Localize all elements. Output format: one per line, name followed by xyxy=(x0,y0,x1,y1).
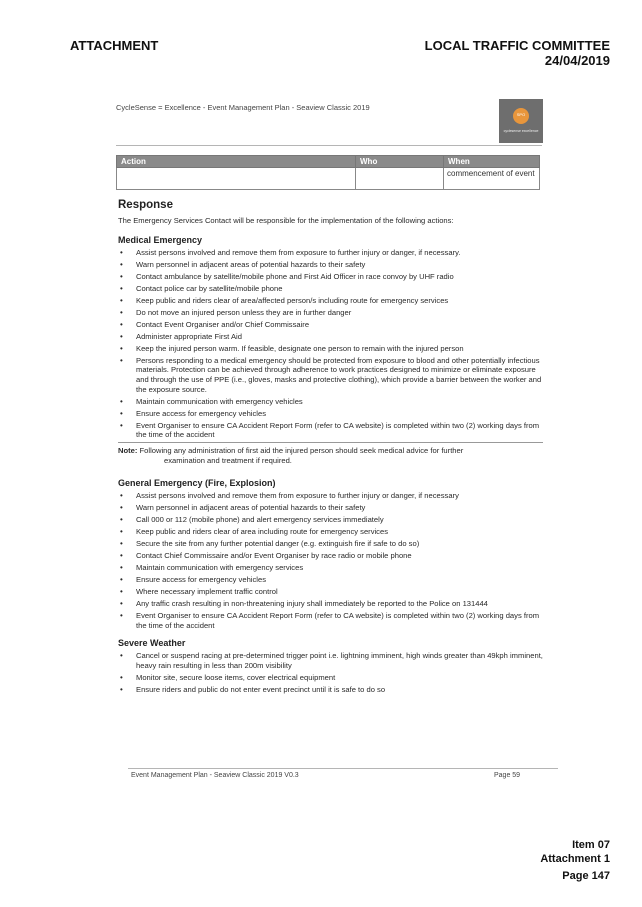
list-item: • Do not move an injured person unless they are in further danger xyxy=(118,308,543,318)
general-emergency-section xyxy=(118,478,543,630)
list-item: • Keep public and riders clear of area including route for emergency services xyxy=(118,527,543,537)
action-table xyxy=(116,155,540,190)
table-header-action: Action xyxy=(117,156,356,168)
first-aid-note xyxy=(118,442,543,466)
table-cell-when: commencement of event xyxy=(444,168,540,190)
response-heading: Response xyxy=(118,199,173,211)
table-cell-action xyxy=(117,168,356,190)
table-header-when: When xyxy=(444,156,540,168)
list-item: • Assist persons involved and remove them from exposure to further injury or danger, if necessary. xyxy=(118,248,543,258)
table-cell-who xyxy=(356,168,444,190)
medical-emergency-section xyxy=(118,235,543,466)
list-item: • Call 000 or 112 (mobile phone) and alert emergency services immediately xyxy=(118,515,543,525)
attachment-header: ATTACHMENT xyxy=(70,38,159,53)
committee-date: 24/04/2019 xyxy=(544,53,610,68)
list-item: • Contact police car by satellite/mobile phone xyxy=(118,284,543,294)
list-item: • Event Organiser to ensure CA Accident Report Form (refer to CA website) is completed within two (2) working days from the time of the accident xyxy=(118,611,543,630)
list-item: • Administer appropriate First Aid xyxy=(118,332,543,342)
medical-emergency-list xyxy=(118,248,543,440)
attachment-number: Attachment 1 xyxy=(540,853,610,865)
list-item: • Maintain communication with emergency vehicles xyxy=(118,397,543,407)
committee-title: LOCAL TRAFFIC COMMITTEE xyxy=(424,38,610,53)
table-header-who: Who xyxy=(356,156,444,168)
note-label: Note: xyxy=(118,446,138,456)
footer-document-name: Event Management Plan - Seaview Classic 2019 V0.3 xyxy=(131,772,299,779)
table-header-row xyxy=(117,156,540,168)
logo-circle-icon xyxy=(513,108,529,124)
general-emergency-heading: General Emergency (Fire, Explosion) xyxy=(118,478,276,489)
cyclesense-logo xyxy=(499,99,543,143)
list-item: • Monitor site, secure loose items, cover electrical equipment xyxy=(118,673,543,683)
agenda-page-number: Page 147 xyxy=(562,870,610,882)
severe-weather-section xyxy=(118,638,543,694)
list-item: • Ensure riders and public do not enter event precinct until it is safe to do so xyxy=(118,685,543,695)
item-number: Item 07 xyxy=(572,839,610,851)
list-item: • Secure the site from any further potential danger (e.g. extinguish fire if safe to do so) xyxy=(118,539,543,549)
list-item: • Event Organiser to ensure CA Accident Report Form (refer to CA website) is completed within two (2) working days from the time of the accident xyxy=(118,421,543,440)
list-item: • Warn personnel in adjacent areas of potential hazards to their safety xyxy=(118,503,543,513)
list-item: • Contact Chief Commissaire and/or Event Organiser by race radio or mobile phone xyxy=(118,551,543,561)
list-item: • Warn personnel in adjacent areas of potential hazards to their safety xyxy=(118,260,543,270)
table-row xyxy=(117,168,540,190)
list-item: • Maintain communication with emergency services xyxy=(118,563,543,573)
note-text-line1: Following any administration of first aid the injured person should seek medical advice for further xyxy=(139,446,464,456)
item-reference xyxy=(540,838,610,866)
list-item: • Where necessary implement traffic control xyxy=(118,587,543,597)
response-intro: The Emergency Services Contact will be responsible for the implementation of the following actions: xyxy=(118,216,454,225)
logo-caption: cyclesense excellence xyxy=(503,129,539,133)
severe-weather-list xyxy=(118,651,543,694)
logo-circle-text: SPO xyxy=(516,112,526,117)
list-item: • Persons responding to a medical emergency should be protected from exposure to blood and other potentially infectious materials. Protection can be achieved through adherence to work practices designed to minimize or eliminate exposure and through the use of PPE (i.e., gloves, masks and protective clothing), which provide a barrier between the worker and the exposure source. xyxy=(118,356,543,394)
list-item: • Contact Event Organiser and/or Chief Commissaire xyxy=(118,320,543,330)
list-item: • Cancel or suspend racing at pre-determined trigger point i.e. lightning imminent, high winds greater than 49kph imminent, heavy rain resulting in less than 200m visibility xyxy=(118,651,543,670)
list-item: • Keep the injured person warm. If feasible, designate one person to remain with the injured person xyxy=(118,344,543,354)
note-text-line2: examination and treatment if required. xyxy=(164,456,292,466)
list-item: • Contact ambulance by satellite/mobile phone and First Aid Officer in race convoy by UHF radio xyxy=(118,272,543,282)
footer-divider xyxy=(128,768,558,769)
general-emergency-list xyxy=(118,491,543,630)
header-divider xyxy=(116,145,542,146)
list-item: • Any traffic crash resulting in non-threatening injury shall immediately be reported to the Police on 131444 xyxy=(118,599,543,609)
list-item: • Ensure access for emergency vehicles xyxy=(118,575,543,585)
list-item: • Assist persons involved and remove them from exposure to further injury or danger, if necessary xyxy=(118,491,543,501)
document-title: CycleSense = Excellence - Event Management Plan - Seaview Classic 2019 xyxy=(116,103,370,112)
plan-content xyxy=(118,199,543,702)
footer-page-number: Page 59 xyxy=(494,772,521,779)
list-item: • Keep public and riders clear of area/affected person/s including route for emergency services xyxy=(118,296,543,306)
committee-header xyxy=(425,38,610,68)
list-item: • Ensure access for emergency vehicles xyxy=(118,409,543,419)
severe-weather-heading: Severe Weather xyxy=(118,638,186,649)
medical-emergency-heading: Medical Emergency xyxy=(118,235,203,245)
